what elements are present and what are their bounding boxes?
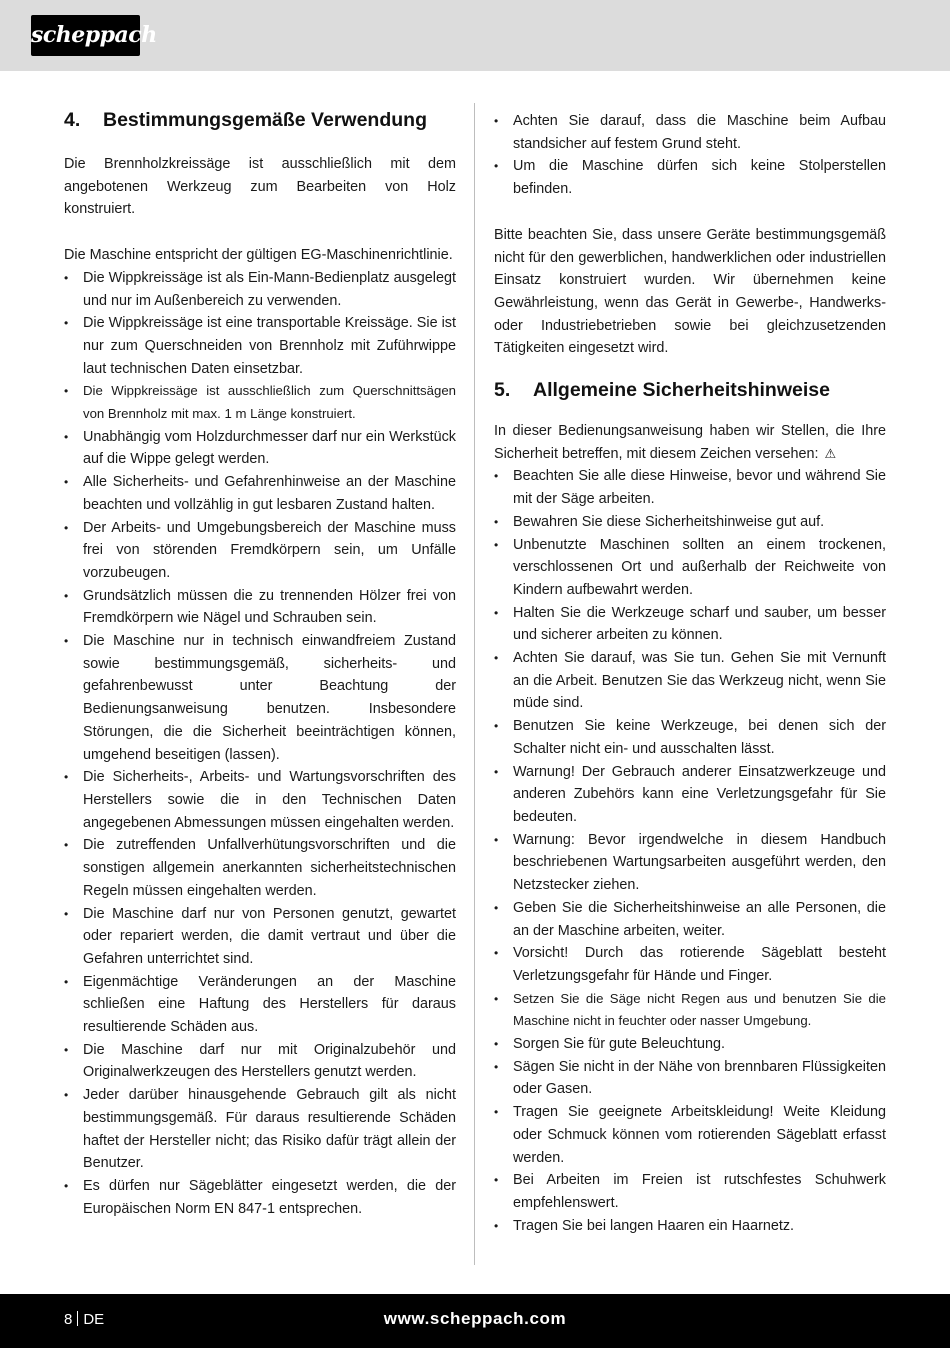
page-number-value: 8 <box>64 1311 73 1328</box>
list-item: • Achten Sie darauf, dass die Maschine beim Aufbau standsicher auf festem Grund steht. <box>494 110 886 155</box>
list-item: • Benutzen Sie keine Werkzeuge, bei denen sich der Schalter nicht ein- und ausschalten lässt. <box>494 715 886 760</box>
list-item: • Die Wippkreissäge ist eine transportable Kreissäge. Sie ist nur zum Querschneiden von Brennholz mit Zuführwippe laut technischen Daten einsetzbar. <box>64 312 456 380</box>
list-item: • Unbenutzte Maschinen sollten an einem trockenen, verschlossenen Ort und außerhalb der Reichweite von Kindern aufbewahrt werden. <box>494 534 886 602</box>
right-column <box>494 110 886 1237</box>
list-item: • Tragen Sie geeignete Arbeitskleidung! Weite Kleidung oder Schmuck können vom rotierenden Sägeblatt erfasst werden. <box>494 1101 886 1169</box>
list-item: • Die Wippkreissäge ist ausschließlich zum Querschnittsägen von Brennholz mit max. 1 m Länge konstruiert. <box>64 380 456 425</box>
list-item: • Sägen Sie nicht in der Nähe von brennbaren Flüssigkeiten oder Gasen. <box>494 1056 886 1101</box>
page-header <box>0 0 950 71</box>
list-item: • Die Maschine darf nur mit Originalzubehör und Originalwerkzeugen des Herstellers genutzt werden. <box>64 1039 456 1084</box>
list-item: • Die Sicherheits-, Arbeits- und Wartungsvorschriften des Herstellers sowie die in den Technischen Daten angegebenen Abmessungen müssen eingehalten werden. <box>64 766 456 834</box>
paragraph <box>494 420 886 465</box>
list-item: • Die Maschine nur in technisch einwandfreiem Zustand sowie bestimmungsgemäß, sicherheits- und gefahrenbewusst unter Beachtung der Bedienungsanweisung benutzen. Insbesondere Störungen, die die Sicherheit beeinträchtigen können, umgehend beseitigen (lassen). <box>64 630 456 766</box>
paragraph: Die Brennholzkreissäge ist ausschließlich mit dem angebotenen Werkzeug zum Bearbeiten von Holz konstruiert. <box>64 156 456 218</box>
list-item: • Halten Sie die Werkzeuge scharf und sauber, um besser und sicherer arbeiten zu können. <box>494 602 886 647</box>
list-item: • Die zutreffenden Unfallverhütungsvorschriften und die sonstigen allgemein anerkannten sicherheitstechnischen Regeln müssen eingehalten werden. <box>64 834 456 902</box>
bullet-list <box>494 465 886 1237</box>
intro-text: In dieser Bedienungsanweisung haben wir Stellen, die Ihre Sicherheit betreffen, mit diesem Zeichen versehen: <box>494 423 886 462</box>
list-item: • Warnung: Bevor irgendwelche in diesem Handbuch beschriebenen Wartungsarbeiten ausgeführt werden, den Netzstecker ziehen. <box>494 829 886 897</box>
list-item: • Achten Sie darauf, was Sie tun. Gehen Sie mit Vernunft an die Arbeit. Benutzen Sie das Werkzeug nicht, wenn Sie müde sind. <box>494 647 886 715</box>
list-item: • Warnung! Der Gebrauch anderer Einsatzwerkzeuge und anderen Zubehörs kann eine Verletzungsgefahr für Sie bedeuten. <box>494 761 886 829</box>
bullet-list <box>494 110 886 201</box>
list-item: • Bei Arbeiten im Freien ist rutschfestes Schuhwerk empfehlenswert. <box>494 1169 886 1214</box>
list-item: • Geben Sie die Sicherheitshinweise an alle Personen, die an der Maschine arbeiten, weiter. <box>494 897 886 942</box>
list-item: • Beachten Sie alle diese Hinweise, bevor und während Sie mit der Säge arbeiten. <box>494 465 886 510</box>
page-footer <box>0 1294 950 1348</box>
list-item: • Der Arbeits- und Umgebungsbereich der Maschine muss frei von störenden Fremdkörpern sein, um Unfälle vorzubeugen. <box>64 517 456 585</box>
list-item: • Unabhängig vom Holzdurchmesser darf nur ein Werkstück auf die Wippe gelegt werden. <box>64 426 456 471</box>
scheppach-logo: scheppach <box>31 15 140 56</box>
list-item: • Die Wippkreissäge ist als Ein-Mann-Bedienplatz ausgelegt und nur im Außenbereich zu verwenden. <box>64 267 456 312</box>
bullet-list <box>64 267 456 1221</box>
list-item: • Alle Sicherheits- und Gefahrenhinweise an der Maschine beachten und vollzählig in gut lesbaren Zustand halten. <box>64 471 456 516</box>
list-item: • Es dürfen nur Sägeblätter eingesetzt werden, die der Europäischen Norm EN 847-1 entsprechen. <box>64 1175 456 1220</box>
section-number: 4. <box>64 109 81 131</box>
list-item: • Bewahren Sie diese Sicherheitshinweise gut auf. <box>494 511 886 534</box>
list-item: • Die Maschine darf nur von Personen genutzt, gewartet oder repariert werden, die damit vertraut und über die Gefahren unterrichtet sind. <box>64 903 456 971</box>
section-number: 5. <box>494 379 511 402</box>
language-code: DE <box>83 1311 105 1328</box>
paragraph: Bitte beachten Sie, dass unsere Geräte bestimmungsgemäß nicht für den gewerblichen, handwerklichen oder industriellen Einsatz konstruiert wurden. Wir übernehmen keine Gewährleistung, wenn das Gerät in Gewerbe-, Handwerks- oder Industriebetrieben sowie bei gleichzusetzenden Tätigkeiten eingesetzt wird. <box>494 226 886 357</box>
list-item: • Setzen Sie die Säge nicht Regen aus und benutzen Sie die Maschine nicht in feuchter oder nasser Umgebung. <box>494 988 886 1033</box>
list-item: • Sorgen Sie für gute Beleuchtung. <box>494 1033 886 1056</box>
list-item: • Jeder darüber hinausgehende Gebrauch gilt als nicht bestimmungsgemäß. Für daraus resultierende Schäden haftet der Hersteller nicht; das Risiko dafür trägt allein der Benutzer. <box>64 1084 456 1175</box>
website-link[interactable]: www.scheppach.com <box>383 1309 567 1328</box>
column-divider <box>474 103 475 1265</box>
section-title: Bestimmungsgemäße Verwendung <box>103 109 427 131</box>
section-title: Allgemeine Sicherheitshinweise <box>533 379 830 402</box>
list-item: • Grundsätzlich müssen die zu trennenden Hölzer frei von Fremdkörpern wie Nägel und Schrauben sein. <box>64 585 456 630</box>
warning-triangle-icon: ⚠ <box>824 445 837 461</box>
section-5-heading <box>494 376 886 404</box>
section-4-heading <box>64 106 456 134</box>
paragraph: Die Maschine entspricht der gültigen EG-Maschinenrichtlinie. <box>64 247 453 264</box>
list-item: • Tragen Sie bei langen Haaren ein Haarnetz. <box>494 1215 886 1238</box>
list-item: • Eigenmächtige Veränderungen an der Maschine schließen eine Haftung des Herstellers für daraus resultierende Schäden aus. <box>64 971 456 1039</box>
list-item: • Um die Maschine dürfen sich keine Stolperstellen befinden. <box>494 155 886 200</box>
list-item: • Vorsicht! Durch das rotierende Sägeblatt besteht Verletzungsgefahr für Hände und Finger. <box>494 942 886 987</box>
left-column <box>64 106 456 1220</box>
